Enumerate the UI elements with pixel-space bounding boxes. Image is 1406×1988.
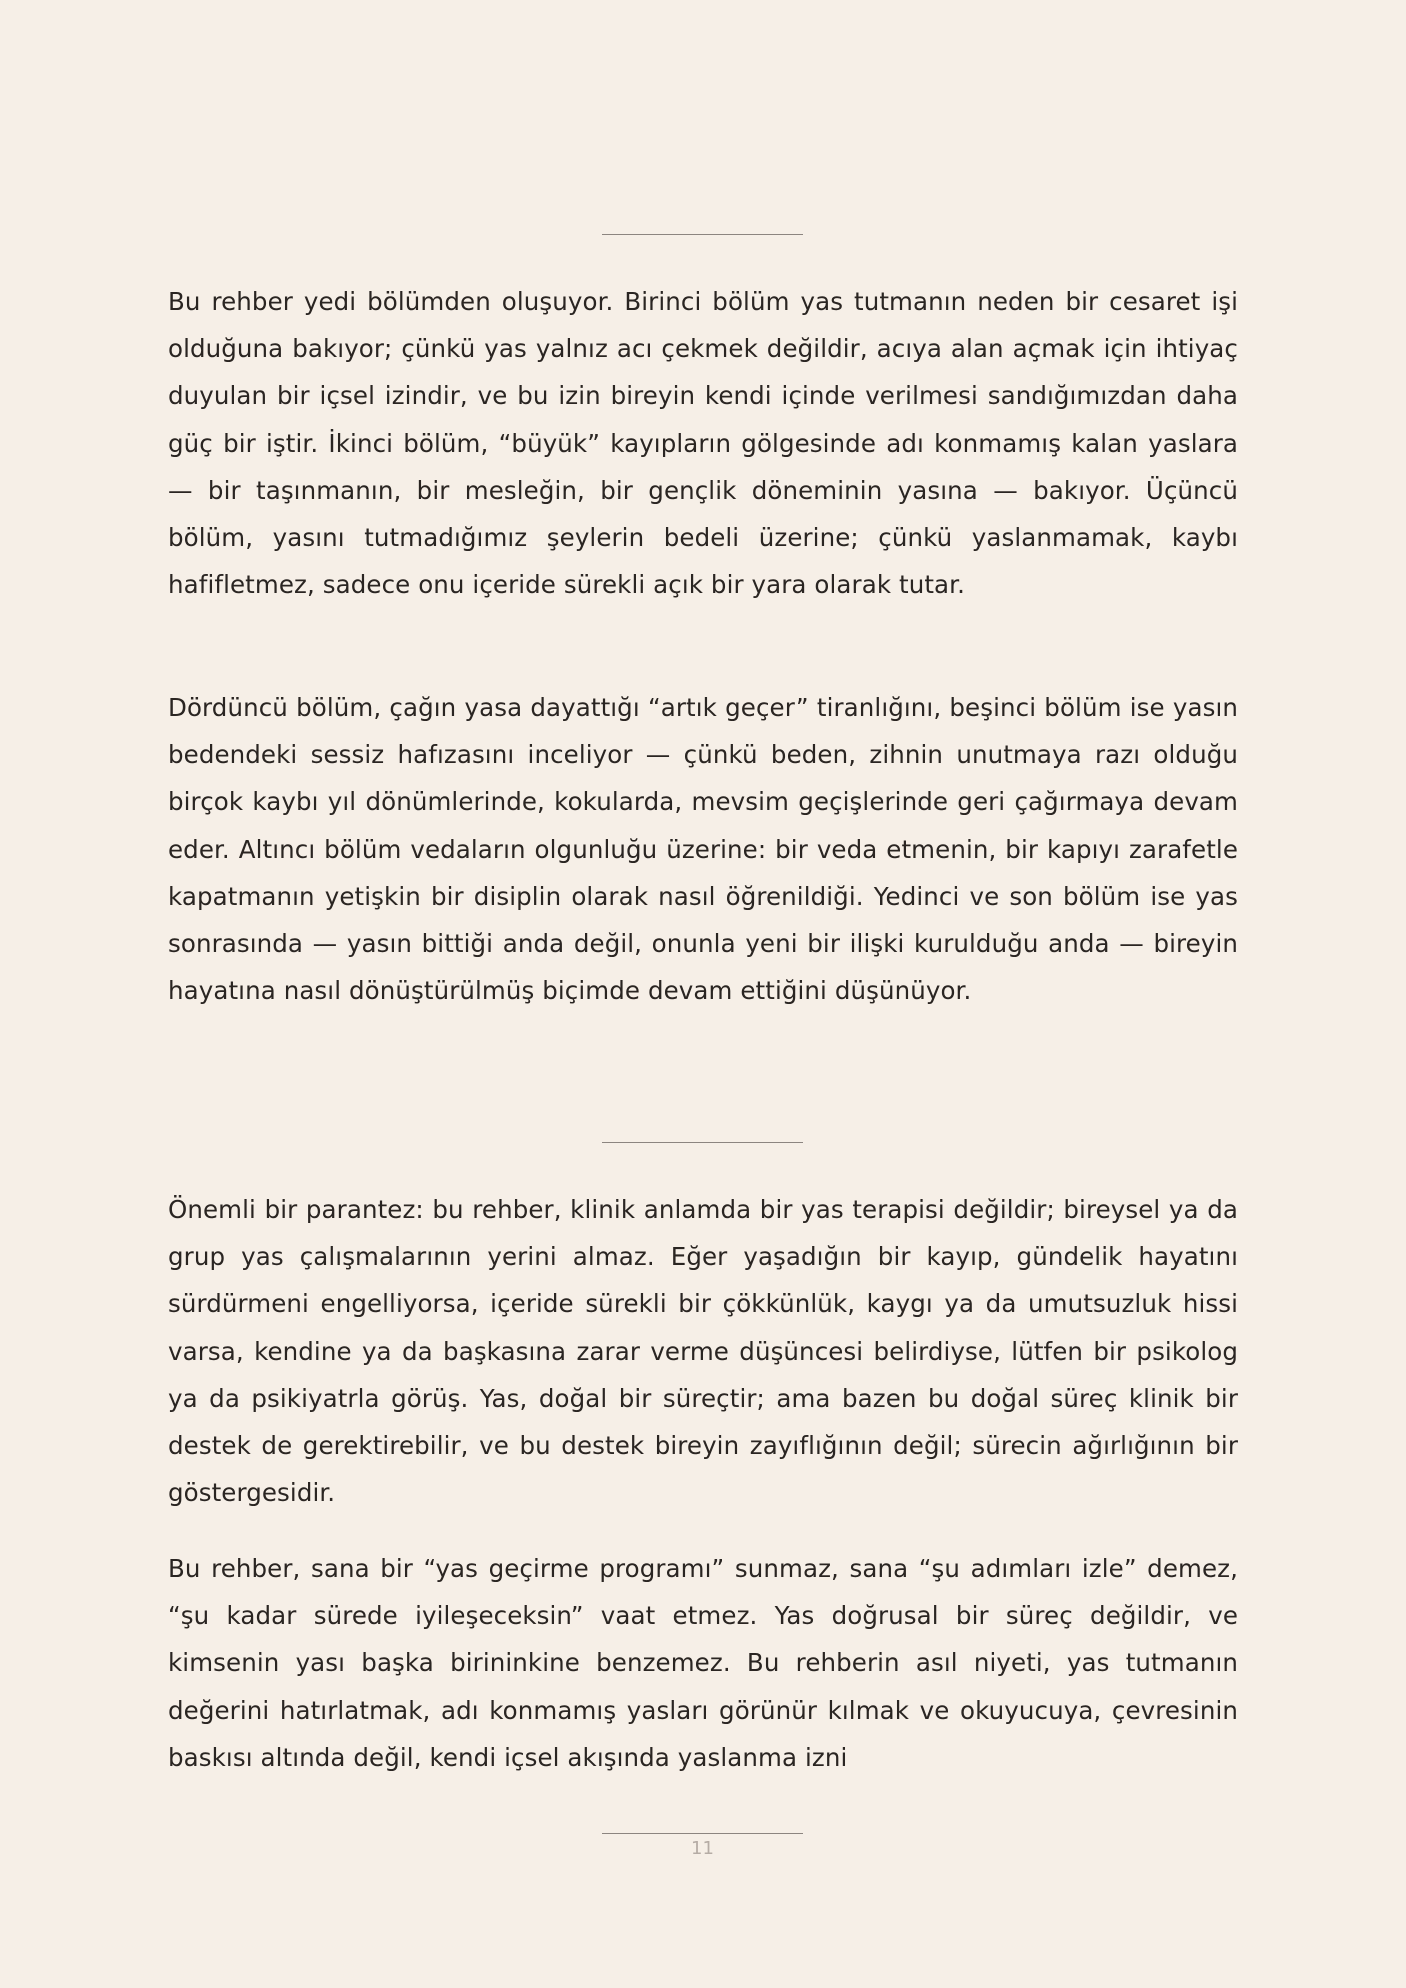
body-paragraph: Önemli bir parantez: bu rehber, klinik anlamda bir yas terapisi değildir; bireysel ya da grup yas çalışmalarının yerini almaz. Eğer yaşadığın bir kayıp, gündelik hayatını sürdürmeni engelliyorsa, içeride sürekli bir çökkünlük, kaygı ya da umutsuzluk hissi varsa, kendine ya da başkasına zarar verme düşüncesi belirdiyse, lütfen bir psikolog ya da psikiyatrla görüş. Yas, doğal bir süreçtir; ama bazen bu doğal süreç klinik bir destek de gerektirebilir, ve bu destek bireyin zayıflığının değil; sürecin ağırlığının bir göstergesidir. (168, 1195, 1238, 1508)
body-paragraph: Dördüncü bölüm, çağın yasa dayattığı “artık geçer” tiranlığını, beşinci bölüm ise yasın bedendeki sessiz hafızasını inceliyor — çünkü beden, zihnin unutmaya razı olduğu birçok kaybı yıl dönümlerinde, kokularda, mevsim geçişlerinde geri çağırmaya devam eder. Altıncı bölüm vedaların olgunluğu üzerine: bir veda etmenin, bir kapıyı zarafetle kapatmanın yetişkin bir disiplin olarak nasıl öğrenildiği. Yedinci ve son bölüm ise yas sonrasında — yasın bittiği anda değil, onunla yeni bir ilişki kurulduğu anda — bireyin hayatına nasıl dönüştürülmüş biçimde devam ettiğini düşünüyor. (168, 693, 1238, 1006)
section-divider (602, 234, 803, 235)
footer-divider (602, 1833, 803, 1834)
body-paragraph: Bu rehber, sana bir “yas geçirme programı” sunmaz, sana “şu adımları izle” demez, “şu kadar sürede iyileşeceksin” vaat etmez. Yas doğrusal bir süreç değildir, ve kimsenin yası başka birininkine benzemez. Bu rehberin asıl niyeti, yas tutmanın değerini hatırlatmak, adı konmamış yasları görünür kılmak ve okuyucuya, çevresinin baskısı altında değil, kendi içsel akışında yaslanma izni (168, 1554, 1238, 1772)
section-divider (602, 1142, 803, 1143)
body-paragraph: Bu rehber yedi bölümden oluşuyor. Birinci bölüm yas tutmanın neden bir cesaret işi olduğuna bakıyor; çünkü yas yalnız acı çekmek değildir, acıya alan açmak için ihtiyaç duyulan bir içsel izindir, ve bu izin bireyin kendi içinde verilmesi sandığımızdan daha güç bir iştir. İkinci bölüm, “büyük” kayıpların gölgesinde adı konmamış kalan yaslara — bir taşınmanın, bir mesleğin, bir gençlik döneminin yasına — bakıyor. Üçüncü bölüm, yasını tutmadığımız şeylerin bedeli üzerine; çünkü yaslanmamak, kaybı hafifletmez, sadece onu içeride sürekli açık bir yara olarak tutar. (168, 287, 1238, 600)
page-number: 11 (691, 1838, 714, 1859)
